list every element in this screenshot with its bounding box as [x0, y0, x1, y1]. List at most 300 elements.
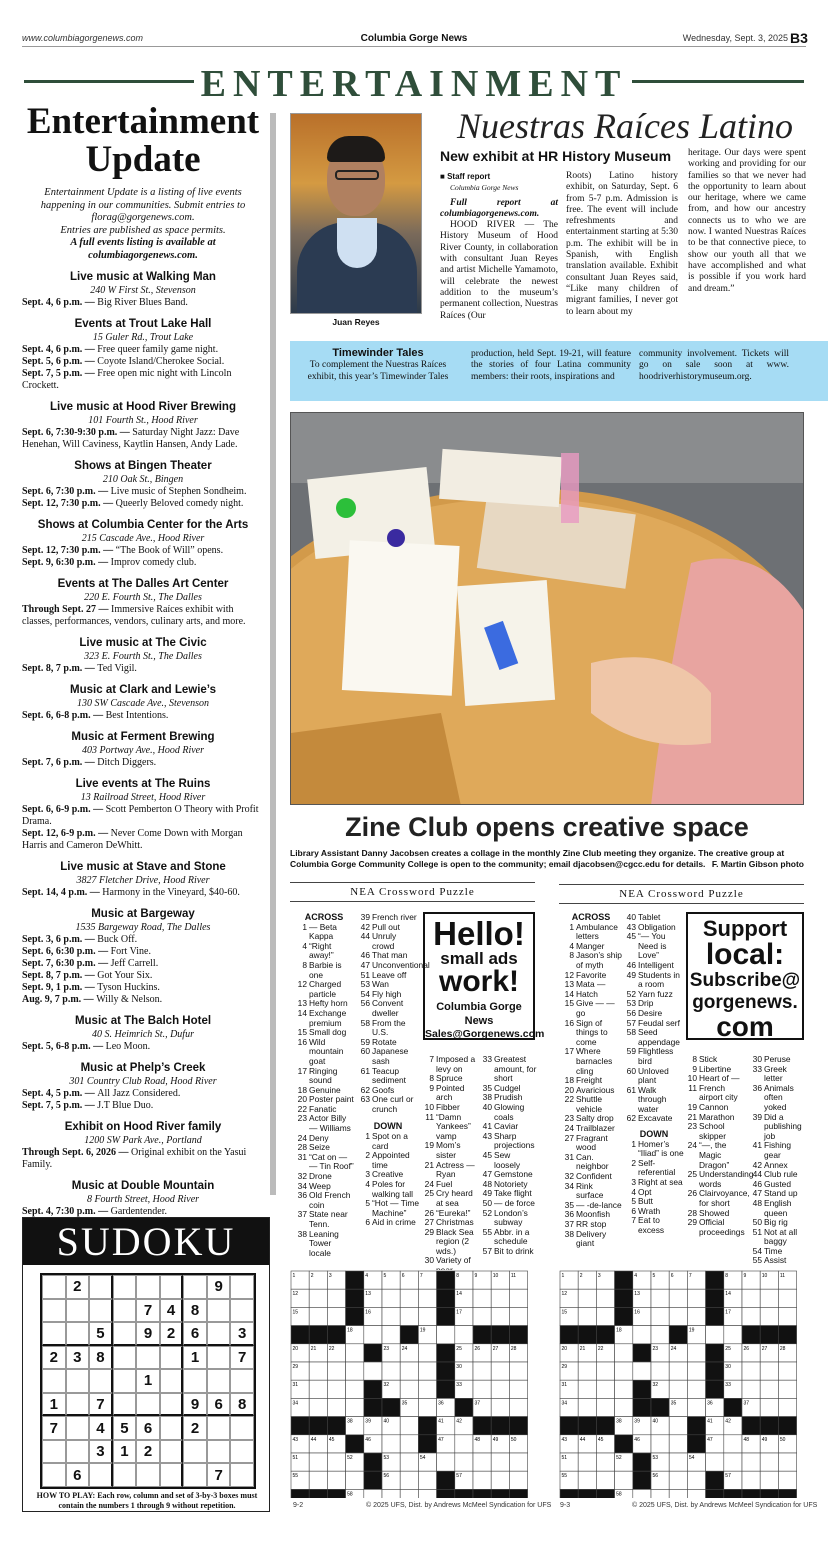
- sudoku-cell[interactable]: [230, 1463, 254, 1487]
- crossword-cell[interactable]: [418, 1380, 436, 1398]
- crossword-cell[interactable]: [382, 1307, 400, 1325]
- crossword-block: [364, 1380, 382, 1398]
- crossword-cell[interactable]: [455, 1326, 473, 1344]
- crossword-cell[interactable]: [309, 1453, 327, 1471]
- crossword-cell[interactable]: [760, 1471, 778, 1489]
- crossword-cell-number: 1: [292, 1273, 296, 1279]
- crossword-cell[interactable]: [742, 1380, 760, 1398]
- event-listing: [22, 1180, 264, 1218]
- crossword-cell[interactable]: [364, 1362, 382, 1380]
- sudoku-cell[interactable]: [183, 1369, 207, 1393]
- crossword-clue: 8 Stick: [692, 1054, 718, 1064]
- sudoku-cell[interactable]: [113, 1322, 137, 1346]
- crossword-cell-number: 20: [561, 1345, 568, 1352]
- crossword-cell[interactable]: [633, 1326, 651, 1344]
- crossword-cell-number: 3: [328, 1273, 332, 1279]
- crossword-cell[interactable]: [491, 1307, 509, 1325]
- crossword-cell[interactable]: [346, 1344, 364, 1362]
- sudoku-cell[interactable]: [160, 1346, 184, 1370]
- crossword-clue: 48 Notoriety: [482, 1178, 528, 1189]
- crossword-clue: 51 Leave off: [360, 969, 407, 980]
- sudoku-cell[interactable]: [42, 1299, 66, 1323]
- crossword-cell[interactable]: [651, 1362, 669, 1380]
- crossword-clue: 36 Old French coin: [297, 1190, 351, 1210]
- crossword-cell[interactable]: [724, 1435, 742, 1453]
- crossword-cell[interactable]: [473, 1471, 491, 1489]
- crossword-cell[interactable]: [327, 1289, 345, 1307]
- crossword-1-down-b: [420, 1055, 476, 1276]
- sudoku-cell[interactable]: [66, 1416, 90, 1440]
- crossword-clue: 38 Leaning Tower locale: [297, 1228, 339, 1258]
- crossword-cell[interactable]: [509, 1307, 527, 1325]
- sudoku-cell[interactable]: [183, 1275, 207, 1299]
- crossword-cell[interactable]: [669, 1307, 687, 1325]
- sudoku-cell: 4: [160, 1299, 184, 1323]
- crossword-cell-number: 19: [419, 1327, 426, 1334]
- sudoku-cell[interactable]: [66, 1369, 90, 1393]
- crossword-clue: 52 London’s subway: [482, 1207, 528, 1228]
- event-heading: Music at Bargeway: [91, 908, 195, 920]
- crossword-cell-number: 36: [438, 1400, 444, 1407]
- crossword-cell[interactable]: [596, 1380, 614, 1398]
- zine-caption: Library Assistant Danny Jacobsen creates a collage in the monthly Zine Club meeting they organize. The creative group at Columbia Gorge Community College is open to the community; email djacobsen@cgcc.edu for details. F. Martin Gibson photo: [290, 848, 804, 869]
- crossword-cell[interactable]: [596, 1289, 614, 1307]
- crossword-block: [706, 1362, 724, 1380]
- crossword-cell[interactable]: [760, 1380, 778, 1398]
- crossword-cell[interactable]: [669, 1453, 687, 1471]
- crossword-clue: 38 Prudish: [482, 1092, 523, 1103]
- crossword-clue: 34 Rink surface: [564, 1180, 604, 1201]
- sudoku-cell[interactable]: [160, 1393, 184, 1417]
- crossword-clue: 21 Actress — Ryan: [424, 1159, 475, 1180]
- crossword-cell[interactable]: [327, 1307, 345, 1325]
- sudoku-cell[interactable]: [183, 1463, 207, 1487]
- crossword-clue: 29 Official proceedings: [687, 1217, 745, 1237]
- sudoku-cell[interactable]: [230, 1440, 254, 1464]
- crossword-block: [437, 1289, 455, 1307]
- crossword-cell[interactable]: [578, 1307, 596, 1325]
- sudoku-cell[interactable]: [230, 1275, 254, 1299]
- crossword-cell[interactable]: [687, 1289, 705, 1307]
- crossword-cell[interactable]: [669, 1380, 687, 1398]
- crossword-cell[interactable]: [382, 1289, 400, 1307]
- sudoku-cell: 5: [89, 1322, 113, 1346]
- crossword-cell[interactable]: [400, 1471, 418, 1489]
- crossword-cell-number: 42: [725, 1418, 731, 1425]
- event-address: 1200 SW Park Ave., Portland: [84, 1135, 202, 1146]
- crossword-cell[interactable]: [615, 1362, 633, 1380]
- crossword-block: [291, 1417, 309, 1435]
- sudoku-cell[interactable]: [207, 1416, 231, 1440]
- crossword-cell-number: 15: [561, 1309, 568, 1316]
- crossword-block: [364, 1453, 382, 1471]
- crossword-block: [742, 1489, 760, 1498]
- crossword-cell-number: 30: [725, 1364, 731, 1370]
- crossword-clue: 19 Cannon: [687, 1101, 729, 1112]
- crossword-clue: 3 Creative: [365, 1169, 404, 1180]
- crossword-cell[interactable]: [687, 1344, 705, 1362]
- crossword-cell[interactable]: [346, 1471, 364, 1489]
- sudoku-cell[interactable]: [42, 1275, 66, 1299]
- sudoku-cell[interactable]: [160, 1416, 184, 1440]
- event-address: 301 Country Club Road, Hood River: [69, 1076, 217, 1087]
- crossword-cell-number: 39: [365, 1418, 371, 1425]
- crossword-cell[interactable]: [651, 1435, 669, 1453]
- sudoku-cell[interactable]: [230, 1299, 254, 1323]
- crossword-cell[interactable]: [760, 1307, 778, 1325]
- sudoku-cell[interactable]: [113, 1463, 137, 1487]
- sudoku-cell[interactable]: [160, 1369, 184, 1393]
- crossword-cell-number: 41: [438, 1418, 444, 1425]
- crossword-2-grid[interactable]: [559, 1270, 805, 1503]
- crossword-clue: 1 Spot on a card: [365, 1131, 408, 1151]
- sudoku-cell[interactable]: [160, 1463, 184, 1487]
- sudoku-cell: 7: [42, 1416, 66, 1440]
- crossword-cell[interactable]: [346, 1380, 364, 1398]
- sudoku-cell[interactable]: [42, 1369, 66, 1393]
- crossword-block: [418, 1417, 436, 1435]
- sudoku-cell: 3: [89, 1440, 113, 1464]
- crossword-cell[interactable]: [327, 1380, 345, 1398]
- sudoku-cell[interactable]: [136, 1393, 160, 1417]
- sudoku-cell[interactable]: [113, 1346, 137, 1370]
- sudoku-cell: 2: [66, 1275, 90, 1299]
- crossword-cell[interactable]: [309, 1362, 327, 1380]
- crossword-cell[interactable]: [669, 1362, 687, 1380]
- sudoku-grid[interactable]: [40, 1273, 256, 1489]
- sudoku-cell[interactable]: [207, 1346, 231, 1370]
- crossword-cell[interactable]: [418, 1489, 436, 1498]
- crossword-clue: 61 Walk through water: [626, 1084, 667, 1114]
- update-intro: Entertainment Update is a listing of live events happening in our communities. Submit entries to florag@gorgenews.com. Entries are published as space permits. A full events listing is available at columbiagorgenews.com.: [40, 187, 246, 261]
- sudoku-cell[interactable]: [160, 1440, 184, 1464]
- crossword-cell[interactable]: [400, 1435, 418, 1453]
- crossword-clue: 4 Manger: [569, 940, 605, 951]
- crossword-cell[interactable]: [669, 1435, 687, 1453]
- sudoku-cell[interactable]: [113, 1275, 137, 1299]
- crossword-cell[interactable]: [509, 1380, 527, 1398]
- crossword-cell[interactable]: [578, 1398, 596, 1416]
- crossword-1-grid[interactable]: [290, 1270, 536, 1503]
- event-line: Sept. 5, 6 p.m. — Coyote Island/Cherokee Social.: [22, 356, 225, 367]
- crossword-cell[interactable]: [400, 1362, 418, 1380]
- crossword-cell-number: 1: [561, 1273, 565, 1279]
- sudoku-cell[interactable]: [207, 1299, 231, 1323]
- crossword-cell[interactable]: [615, 1380, 633, 1398]
- crossword-cell[interactable]: [437, 1453, 455, 1471]
- crossword-clue: 35 — -de-lance: [564, 1199, 622, 1210]
- crossword-block: [437, 1489, 455, 1498]
- crossword-cell-number: 42: [456, 1418, 462, 1425]
- crossword-cell[interactable]: [760, 1453, 778, 1471]
- crossword-cell-number: 35: [401, 1400, 408, 1407]
- crossword-cell[interactable]: [778, 1307, 796, 1325]
- sudoku-cell[interactable]: [207, 1440, 231, 1464]
- crossword-cell[interactable]: [418, 1344, 436, 1362]
- crossword-cell[interactable]: [578, 1362, 596, 1380]
- sudoku-cell[interactable]: [89, 1463, 113, 1487]
- crossword-cell-number: 12: [561, 1291, 568, 1298]
- sudoku-cell[interactable]: [113, 1369, 137, 1393]
- crossword-cell-number: 18: [616, 1327, 622, 1334]
- crossword-cell[interactable]: [309, 1380, 327, 1398]
- sudoku-cell[interactable]: [160, 1275, 184, 1299]
- crossword-cell[interactable]: [578, 1471, 596, 1489]
- crossword-cell-number: 43: [561, 1436, 568, 1443]
- sudoku-cell[interactable]: [136, 1346, 160, 1370]
- crossword-block: [578, 1489, 596, 1498]
- crossword-cell[interactable]: [509, 1471, 527, 1489]
- crossword-cell-number: 36: [707, 1400, 713, 1407]
- crossword-cell-number: 2: [310, 1273, 314, 1279]
- crossword-cell[interactable]: [578, 1380, 596, 1398]
- crossword-block: [742, 1326, 760, 1344]
- sudoku-cell[interactable]: [136, 1463, 160, 1487]
- crossword-cell[interactable]: [724, 1326, 742, 1344]
- sudoku-cell[interactable]: [89, 1275, 113, 1299]
- crossword-cell[interactable]: [651, 1489, 669, 1498]
- crossword-cell-number: 17: [725, 1309, 731, 1316]
- crossword-clue: 40 Tablet: [626, 912, 661, 922]
- crossword-cell[interactable]: [742, 1307, 760, 1325]
- crossword-cell-number: 32: [652, 1382, 659, 1389]
- sudoku-cell[interactable]: [183, 1440, 207, 1464]
- crossword-block: [706, 1380, 724, 1398]
- crossword-cell[interactable]: [473, 1453, 491, 1471]
- crossword-cell[interactable]: [400, 1289, 418, 1307]
- sudoku-cell[interactable]: [89, 1369, 113, 1393]
- sudoku-cell[interactable]: [66, 1440, 90, 1464]
- crossword-cell[interactable]: [309, 1307, 327, 1325]
- sudoku-cell[interactable]: [42, 1463, 66, 1487]
- crossword-cell[interactable]: [596, 1362, 614, 1380]
- crossword-clue: 18 Freight: [564, 1075, 603, 1086]
- crossword-cell[interactable]: [669, 1471, 687, 1489]
- crossword-cell-number: 46: [365, 1436, 371, 1443]
- crossword-cell[interactable]: [309, 1289, 327, 1307]
- sudoku-cell[interactable]: [136, 1275, 160, 1299]
- crossword-block: [578, 1326, 596, 1344]
- sudoku-cell[interactable]: [42, 1322, 66, 1346]
- crossword-cell[interactable]: [778, 1453, 796, 1471]
- crossword-clue: 16 Sign of things to come: [564, 1017, 608, 1047]
- crossword-cell[interactable]: [687, 1489, 705, 1498]
- event-listing: [22, 1015, 264, 1053]
- crossword-cell[interactable]: [509, 1362, 527, 1380]
- crossword-1-across-a: ACROSS 1 — Beta Kappa 4 “Right away!” 8 Barbie is one 12 Charged particle 13 Hefty horn 14 Exchange premium 15 Small dog 16 Wild mountain goat 17 Ringing sound 18 Genuine 20 Poster paint 22 Fanatic 23 Actor Billy — Williams 24 Deny 28 Seize 31 “Cat on — — Tin Roof” 32 Drone 34 Weep 36 Old French coin 37 State near Tenn. 38 Leaning Tower locale: [293, 913, 355, 1258]
- crossword-cell[interactable]: [687, 1398, 705, 1416]
- crossword-block: [760, 1417, 778, 1435]
- crossword-cell[interactable]: [327, 1471, 345, 1489]
- crossword-cell[interactable]: [418, 1289, 436, 1307]
- crossword-cell[interactable]: [400, 1453, 418, 1471]
- crossword-cell[interactable]: [418, 1471, 436, 1489]
- event-line: Sept. 4, 7:30 p.m. — Gardentender.: [22, 1206, 167, 1217]
- crossword-cell[interactable]: [742, 1362, 760, 1380]
- crossword-clue: 24 “—, the Magic Dragon”: [687, 1140, 730, 1170]
- event-line: Sept. 4, 6 p.m. — Big River Blues Band.: [22, 297, 188, 308]
- crossword-cell-number: 34: [292, 1400, 299, 1407]
- crossword-block: [706, 1289, 724, 1307]
- crossword-cell[interactable]: [760, 1398, 778, 1416]
- event-line: Sept. 7, 5 p.m. — Free open mic night with Lincoln Crockett.: [22, 368, 232, 391]
- crossword-cell[interactable]: [309, 1471, 327, 1489]
- crossword-clue: 20 Avaricious: [564, 1084, 615, 1095]
- crossword-cell[interactable]: [596, 1398, 614, 1416]
- crossword-cell[interactable]: [346, 1398, 364, 1416]
- crossword-block: [491, 1489, 509, 1498]
- crossword-cell[interactable]: [327, 1362, 345, 1380]
- crossword-cell[interactable]: [491, 1362, 509, 1380]
- crossword-clue: 44 Unruly crowd: [360, 931, 397, 951]
- crossword-cell[interactable]: [346, 1362, 364, 1380]
- crossword-cell[interactable]: [473, 1362, 491, 1380]
- crossword-clue: 23 School skipper: [687, 1121, 726, 1141]
- crossword-cell[interactable]: [669, 1417, 687, 1435]
- crossword-cell-number: 21: [579, 1345, 586, 1352]
- crossword-cell-number: 51: [561, 1455, 568, 1461]
- crossword-cell[interactable]: [400, 1307, 418, 1325]
- crossword-cell[interactable]: [578, 1289, 596, 1307]
- crossword-cell[interactable]: [309, 1398, 327, 1416]
- crossword-cell[interactable]: [327, 1398, 345, 1416]
- crossword-cell[interactable]: [596, 1453, 614, 1471]
- crossword-block: [437, 1271, 455, 1289]
- crossword-cell[interactable]: [742, 1453, 760, 1471]
- crossword-block: [724, 1398, 742, 1416]
- crossword-cell[interactable]: [706, 1453, 724, 1471]
- crossword-cell[interactable]: [455, 1435, 473, 1453]
- event-address: 8 Fourth Street, Hood River: [86, 1194, 200, 1205]
- crossword-cell[interactable]: [473, 1289, 491, 1307]
- crossword-block: [382, 1398, 400, 1416]
- sudoku-cell[interactable]: [42, 1440, 66, 1464]
- crossword-cell[interactable]: [491, 1453, 509, 1471]
- crossword-clue: 54 Time: [752, 1245, 783, 1256]
- sudoku-cell[interactable]: [230, 1369, 254, 1393]
- crossword-clue: 1 Homer’s “Iliad” is one: [631, 1138, 684, 1159]
- crossword-cell[interactable]: [491, 1471, 509, 1489]
- crossword-cell[interactable]: [473, 1380, 491, 1398]
- crossword-cell[interactable]: [778, 1362, 796, 1380]
- event-heading: Music at The Balch Hotel: [74, 1015, 212, 1027]
- sudoku-cell[interactable]: [66, 1322, 90, 1346]
- sudoku-cell[interactable]: [207, 1322, 231, 1346]
- sudoku-cell[interactable]: [66, 1299, 90, 1323]
- crossword-cell[interactable]: [651, 1307, 669, 1325]
- crossword-cell[interactable]: [742, 1289, 760, 1307]
- crossword-cell[interactable]: [778, 1398, 796, 1416]
- crossword-cell[interactable]: [687, 1380, 705, 1398]
- crossword-cell[interactable]: [400, 1417, 418, 1435]
- crossword-cell[interactable]: [491, 1380, 509, 1398]
- crossword-cell[interactable]: [327, 1453, 345, 1471]
- event-heading: Music at Ferment Brewing: [71, 731, 215, 743]
- crossword-cell[interactable]: [578, 1453, 596, 1471]
- sudoku-cell[interactable]: [207, 1369, 231, 1393]
- sudoku-cell: 1: [42, 1393, 66, 1417]
- crossword-cell-number: 8: [456, 1273, 460, 1279]
- sudoku-cell[interactable]: [89, 1299, 113, 1323]
- crossword-cell[interactable]: [382, 1362, 400, 1380]
- event-heading: Live music at The Civic: [79, 637, 207, 649]
- crossword-cell[interactable]: [760, 1289, 778, 1307]
- crossword-cell[interactable]: [633, 1362, 651, 1380]
- crossword-cell[interactable]: [760, 1362, 778, 1380]
- crossword-cell[interactable]: [400, 1489, 418, 1498]
- sudoku-cell: 4: [89, 1416, 113, 1440]
- crossword-cell[interactable]: [669, 1489, 687, 1498]
- crossword-cell[interactable]: [778, 1380, 796, 1398]
- crossword-cell[interactable]: [687, 1307, 705, 1325]
- crossword-block: [615, 1271, 633, 1289]
- crossword-cell[interactable]: [509, 1289, 527, 1307]
- crossword-cell[interactable]: [418, 1362, 436, 1380]
- crossword-cell[interactable]: [742, 1471, 760, 1489]
- crossword-block: [455, 1398, 473, 1416]
- crossword-cell[interactable]: [455, 1453, 473, 1471]
- crossword-cell[interactable]: [382, 1435, 400, 1453]
- crossword-cell[interactable]: [509, 1453, 527, 1471]
- issue-date: Wednesday, Sept. 3, 2025: [682, 33, 788, 43]
- crossword-cell[interactable]: [615, 1398, 633, 1416]
- crossword-clue: 50 — de force: [482, 1197, 535, 1208]
- sudoku-cell[interactable]: [66, 1393, 90, 1417]
- crossword-cell[interactable]: [491, 1289, 509, 1307]
- sudoku-cell[interactable]: [113, 1299, 137, 1323]
- crossword-cell[interactable]: [364, 1326, 382, 1344]
- crossword-cell[interactable]: [724, 1453, 742, 1471]
- crossword-cell-number: 58: [616, 1491, 622, 1498]
- crossword-cell[interactable]: [687, 1471, 705, 1489]
- crossword-cell[interactable]: [473, 1307, 491, 1325]
- crossword-cell[interactable]: [400, 1380, 418, 1398]
- crossword-cell[interactable]: [364, 1489, 382, 1498]
- crossword-cell[interactable]: [615, 1344, 633, 1362]
- crossword-cell[interactable]: [418, 1398, 436, 1416]
- crossword-cell[interactable]: [509, 1398, 527, 1416]
- crossword-cell[interactable]: [651, 1289, 669, 1307]
- crossword-cell[interactable]: [651, 1326, 669, 1344]
- crossword-cell[interactable]: [669, 1289, 687, 1307]
- crossword-cell[interactable]: [706, 1326, 724, 1344]
- crossword-clue: 42 Annex: [752, 1159, 788, 1170]
- crossword-block: [560, 1326, 578, 1344]
- event-listing: [22, 778, 264, 852]
- crossword-cell[interactable]: [778, 1471, 796, 1489]
- crossword-cell[interactable]: [382, 1326, 400, 1344]
- crossword-cell[interactable]: [418, 1307, 436, 1325]
- event-line: Sept. 7, 6 p.m. — Ditch Diggers.: [22, 757, 157, 768]
- event-heading: Music at Clark and Lewie’s: [70, 684, 216, 696]
- event-line: Sept. 7, 6:30 p.m. — Jeff Carrell.: [22, 958, 159, 969]
- crossword-cell[interactable]: [437, 1326, 455, 1344]
- crossword-cell[interactable]: [687, 1362, 705, 1380]
- crossword-cell[interactable]: [615, 1471, 633, 1489]
- sudoku-cell[interactable]: [113, 1393, 137, 1417]
- feature-subhead: New exhibit at HR History Museum: [440, 148, 672, 164]
- crossword-cell[interactable]: [491, 1398, 509, 1416]
- crossword-cell[interactable]: [596, 1307, 614, 1325]
- crossword-clue: 17 Where barnacles cling: [564, 1046, 613, 1076]
- sudoku-cell[interactable]: [230, 1416, 254, 1440]
- crossword-cell[interactable]: [596, 1471, 614, 1489]
- crossword-1-date: 9-2: [293, 1502, 304, 1509]
- crossword-cell[interactable]: [778, 1289, 796, 1307]
- crossword-cell[interactable]: [382, 1489, 400, 1498]
- crossword-cell[interactable]: [633, 1489, 651, 1498]
- sudoku-cell: 3: [230, 1322, 254, 1346]
